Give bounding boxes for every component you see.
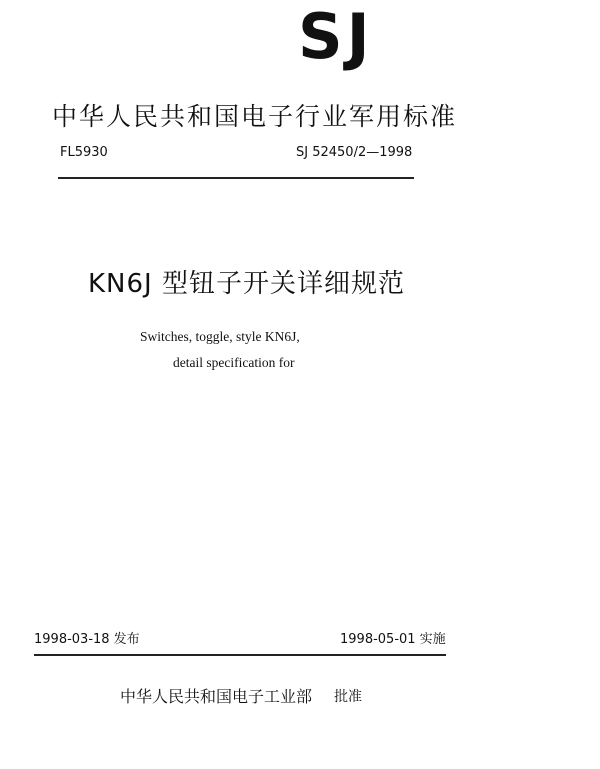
sj-logo: SJ bbox=[298, 0, 374, 73]
approving-body: 中华人民共和国电子工业部 bbox=[120, 687, 313, 706]
approval-label: 批准 bbox=[334, 689, 362, 705]
document-title: KN6J 型钮子开关详细规范 bbox=[88, 269, 405, 299]
classification-code: FL5930 bbox=[60, 145, 108, 160]
standard-number: SJ 52450/2—1998 bbox=[296, 145, 413, 160]
english-title-line-1: Switches, toggle, style KN6J, bbox=[140, 329, 300, 344]
header-divider bbox=[58, 177, 414, 179]
issue-date: 1998-03-18 发布 bbox=[34, 632, 140, 647]
footer-divider bbox=[34, 654, 446, 656]
english-title-line-2: detail specification for bbox=[173, 355, 295, 370]
issuing-organization: 中华人民共和国电子行业军用标准 bbox=[52, 102, 458, 131]
implementation-date: 1998-05-01 实施 bbox=[340, 632, 446, 647]
